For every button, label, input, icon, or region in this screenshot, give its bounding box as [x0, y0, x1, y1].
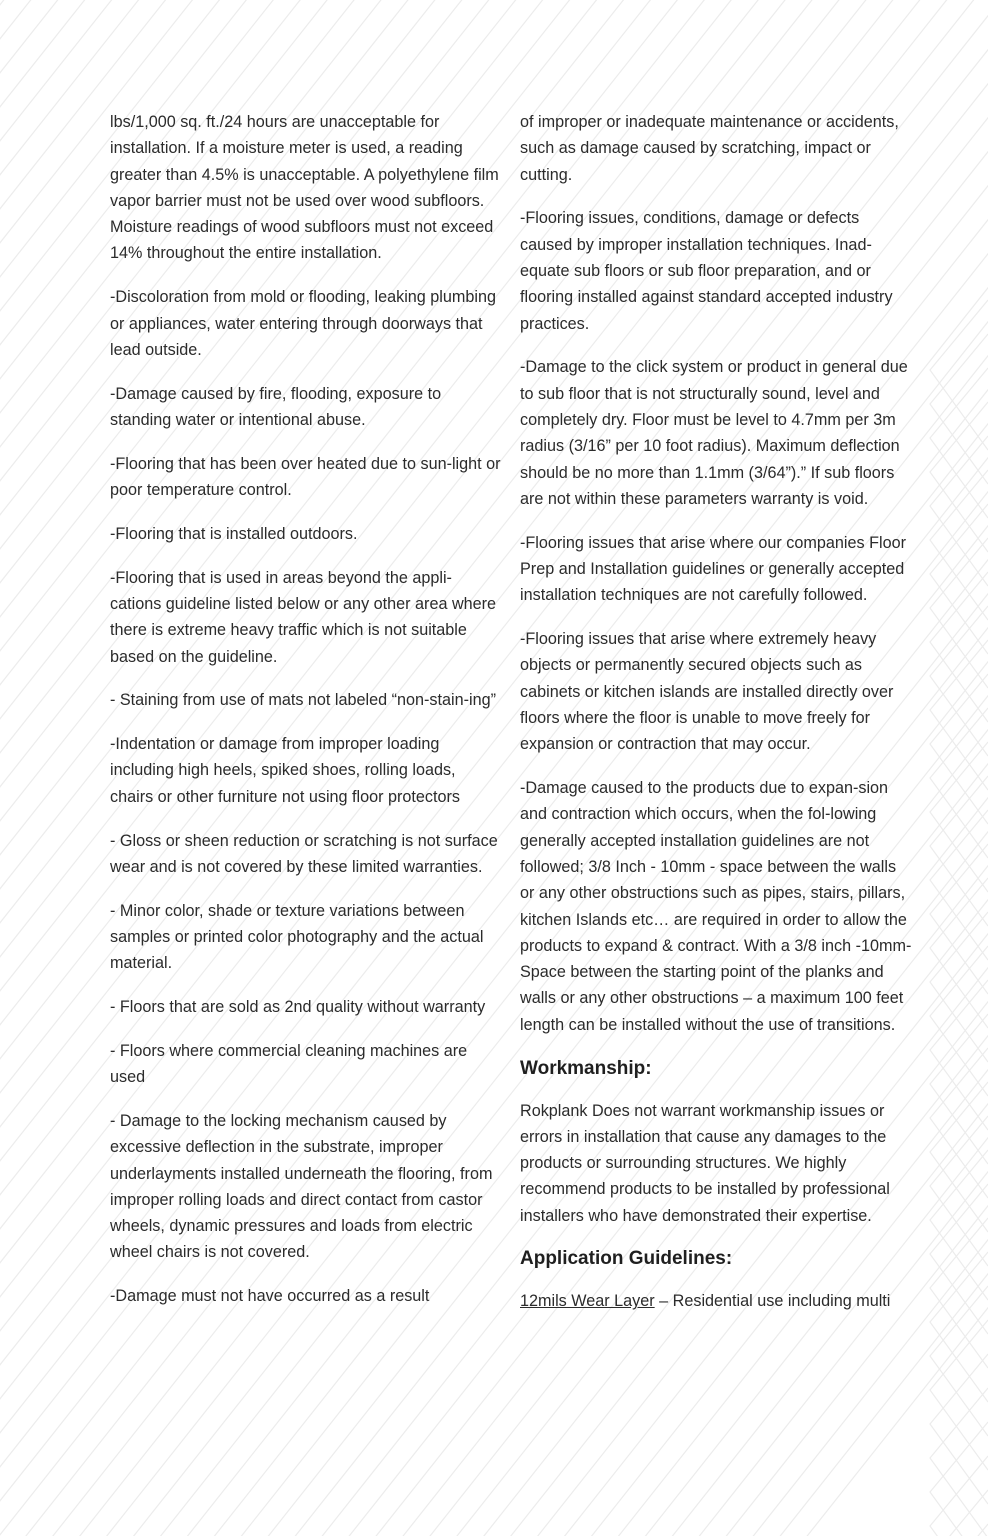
- paragraph: -Flooring that is installed outdoors.: [110, 524, 358, 543]
- paragraph: -Indentation or damage from improper loading including high heels, spiked shoes, rolling loads, chairs or other furniture not using floor protectors: [110, 735, 460, 806]
- left-column: [110, 109, 502, 1327]
- paragraph: - Floors where commercial cleaning machines are used: [110, 1041, 468, 1087]
- paragraph: -Flooring issues, conditions, damage or defects caused by improper installation techniques. Inad-equate sub floors or sub floor preparation, and or flooring installed against standard accepted industry practices.: [520, 209, 893, 333]
- paragraph: lbs/1,000 sq. ft./24 hours are unacceptable for installation. If a moisture meter is used, a reading greater than 4.5% is unacceptable. A polyethylene film vapor barrier must not be used over wood subfloors. Moisture readings of wood subfloors must not exceed 14% throughout the entire installation.: [110, 113, 499, 263]
- paragraph: -Damage caused to the products due to expan-sion and contraction which occurs, when the fol-lowing generally accepted installation guidelines are not followed; 3/8 Inch - 10mm - space between the walls or any other obstructions such as pipes, stairs, pillars, kitchen Islands etc… are required in order to allow the products to expand & contract. With a 3/8 inch -10mm- Space between the starting point of the planks and walls or any other obstructions – a maximum 100 feet length can be installed without the use of transitions.: [520, 779, 912, 1034]
- paragraph: - Staining from use of mats not labeled “non-stain-ing”: [110, 691, 496, 710]
- wear-layer-text: – Residential use including multi: [654, 1292, 891, 1311]
- paragraph: -Damage caused by fire, flooding, exposure to standing water or intentional abuse.: [110, 384, 442, 429]
- paragraph: of improper or inadequate maintenance or accidents, such as damage caused by scratching, impact or cutting.: [520, 113, 899, 184]
- right-column: [520, 109, 912, 1332]
- wear-layer-label: 12mils Wear Layer: [520, 1292, 655, 1311]
- paragraph: -Flooring that has been over heated due to sun-light or poor temperature control.: [110, 454, 501, 500]
- paragraph: - Floors that are sold as 2nd quality without warranty: [110, 998, 486, 1017]
- paragraph: -Damage to the click system or product in general due to sub floor that is not structurally sound, level and completely dry. Floor must be level to 4.7mm per 3m radius (3/16” per 10 foot radius). Maximum deflection should be no more than 1.1mm (3/64”).” If sub floors are not within these parameters warranty is void.: [520, 358, 908, 508]
- application-guidelines-heading: Application Guidelines:: [520, 1248, 733, 1270]
- paragraph: -Flooring issues that arise where extremely heavy objects or permanently secured objects such as cabinets or kitchen islands are installed directly over floors where the floor is unable to move freely for expansion or contraction that may occur.: [520, 630, 894, 754]
- workmanship-paragraph: Rokplank Does not warrant workmanship issues or errors in installation that cause any damages to the products or surrounding structures. We highly recommend products to be installed by professional installers who have demonstrated their expertise.: [520, 1101, 890, 1225]
- paragraph: -Flooring issues that arise where our companies Floor Prep and Installation guidelines or generally accepted installation techniques are not carefully followed.: [520, 533, 906, 605]
- paragraph: - Damage to the locking mechanism caused by excessive deflection in the substrate, improper underlayments installed underneath the flooring, from improper rolling loads and direct contact from castor wheels, dynamic pressures and loads from electric wheel chairs is not covered.: [110, 1111, 493, 1262]
- paragraph: -Damage must not have occurred as a result: [110, 1287, 430, 1306]
- application-item: [520, 1288, 912, 1314]
- paragraph: -Discoloration from mold or flooding, leaking plumbing or appliances, water entering through doorways that lead outside.: [110, 288, 496, 359]
- paragraph: - Minor color, shade or texture variations between samples or printed color photography and the actual material.: [110, 901, 484, 973]
- paragraph: - Gloss or sheen reduction or scratching is not surface wear and is not covered by these limited warranties.: [110, 831, 498, 876]
- paragraph: -Flooring that is used in areas beyond the appli-cations guideline listed below or any other area where there is extreme heavy traffic which is not suitable based on the guideline.: [110, 568, 497, 666]
- workmanship-heading: Workmanship:: [520, 1057, 652, 1079]
